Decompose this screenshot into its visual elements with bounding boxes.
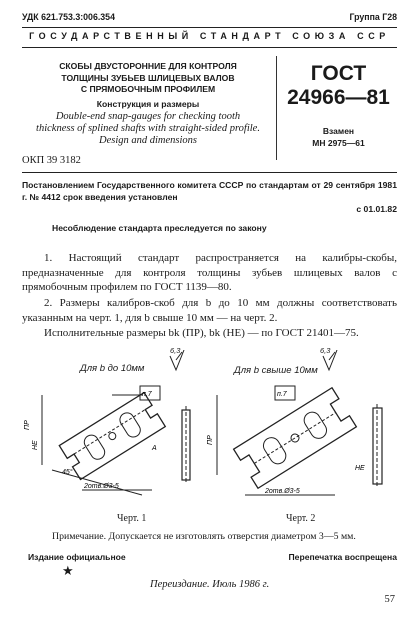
- fig1-label: Для b до 10мм: [80, 363, 145, 374]
- fig1-pt7-label: п.7: [142, 391, 152, 398]
- title-russian: [22, 61, 274, 96]
- paragraph-1: 1. Настоящий стандарт распространяется на калибры-скобы, предназначенные для контроля толщины зубьев шлицевых валов с прямобочным профилем по ГОСТ 1139—80.: [22, 252, 397, 294]
- fig1-roughness-mark: [170, 350, 184, 370]
- fig1-roughness: 6,3: [170, 346, 181, 355]
- reissue-date: Переиздание. Июль 1986 г.: [150, 579, 270, 590]
- fig1-caption: Черт. 1: [117, 513, 147, 524]
- udk-code: УДК 621.753.3:006.354: [22, 12, 115, 22]
- note-text: Примечание. Допускается не изготовлять отверстия диаметром 3—5 мм.: [52, 531, 356, 542]
- fig1-angle-label: 45°: [62, 469, 73, 476]
- fig2-hole-label: 2отв.Ø3-5: [265, 488, 300, 495]
- fig1-drawing: [22, 350, 207, 515]
- fig1-pr-label: ПР: [24, 420, 31, 430]
- header-rule-bottom: [22, 47, 397, 48]
- title-ru-line-1: СКОБЫ ДВУСТОРОННИЕ ДЛЯ КОНТРОЛЯ: [59, 61, 237, 71]
- fig1-ne-label: НЕ: [32, 440, 39, 450]
- title-en-line-3: Design and dimensions: [99, 134, 197, 146]
- fig2-caption: Черт. 2: [286, 513, 316, 524]
- decree-text: Постановлением Государственного комитета СССР по стандартам от 29 сентября 1981 г. № 4412 срок введения установлен: [22, 180, 397, 202]
- title-ru-line-3: С ПРЯМОБОЧНЫМ ПРОФИЛЕМ: [80, 84, 216, 94]
- reprint-forbidden: Перепечатка воспрещена: [288, 552, 397, 562]
- fig2-roughness-mark: [323, 350, 337, 370]
- paragraph-3: Исполнительные размеры bk (ПР), bk (НЕ) — по ГОСТ 21401—75.: [44, 327, 359, 339]
- fig2-drawing: [205, 350, 395, 515]
- replaces-label: Взамен: [322, 126, 355, 136]
- replaces-value: МН 2975—61: [312, 138, 365, 148]
- official-edition: Издание официальное: [28, 552, 126, 562]
- gost-number: 24966—81: [287, 86, 390, 109]
- title-ru-line-2: ТОЛЩИНЫ ЗУБЬЕВ ШЛИЦЕВЫХ ВАЛОВ: [61, 72, 235, 83]
- fig2-label: Для b свыше 10мм: [234, 365, 318, 376]
- title-en-line-2: thickness of splined shafts with straight-sided profile.: [36, 122, 260, 134]
- fig2-pt7-label: п.7: [277, 391, 287, 398]
- group-code: Группа Г28: [349, 12, 397, 22]
- decree-date: с 01.01.82: [356, 204, 397, 214]
- fig2-roughness: 6,3: [320, 346, 331, 355]
- fig1-dim-a: A: [152, 445, 157, 452]
- law-notice: Несоблюдение стандарта преследуется по закону: [52, 223, 267, 233]
- fig1-hole-label: 2отв.Ø3-5: [84, 483, 119, 490]
- fig2-pr-label: ПР: [207, 435, 214, 445]
- star-icon: ★: [62, 563, 74, 578]
- page-number: 57: [384, 594, 395, 605]
- fig2-gauge-body: [234, 388, 357, 488]
- header-rule-top: [22, 27, 397, 28]
- decree-rule: [22, 172, 397, 173]
- title-subtitle: Конструкция и размеры: [96, 99, 200, 109]
- fig2-ne-label: НЕ: [355, 465, 365, 472]
- okp-code: ОКП 39 3182: [22, 155, 81, 166]
- state-standard-heading: ГОСУДАРСТВЕННЫЙ СТАНДАРТ СОЮЗА ССР: [29, 31, 390, 41]
- gost-label: ГОСТ: [310, 62, 367, 85]
- title-english: [22, 111, 274, 146]
- title-divider: [276, 56, 277, 160]
- fig1-gauge-body: [59, 393, 165, 480]
- title-en-line-1: Double-end snap-gauges for checking tooth: [55, 111, 241, 122]
- paragraph-2: 2. Размеры калибров-скоб для b до 10 мм должны соответствовать указанным на черт. 1, для b свыше 10 мм — на черт. 2.: [22, 297, 397, 324]
